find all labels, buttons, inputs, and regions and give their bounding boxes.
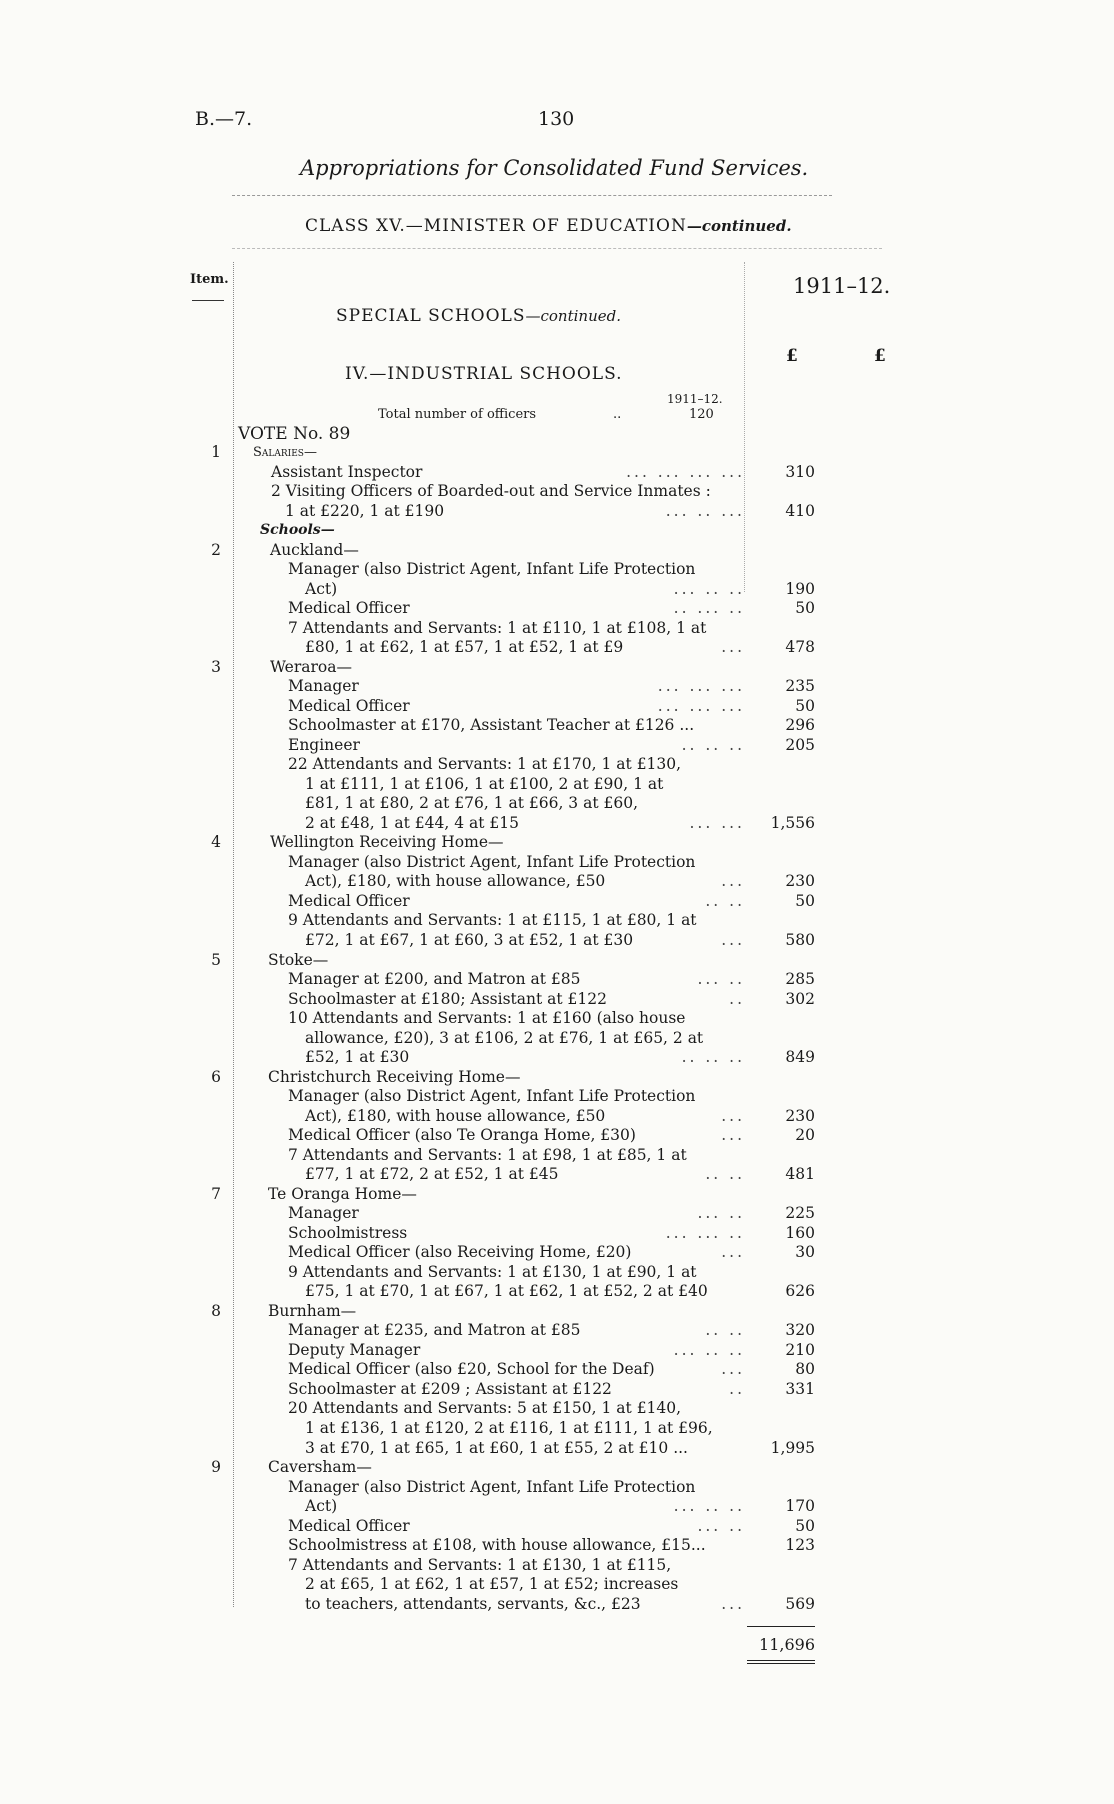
- leader-dots: ..: [729, 1379, 745, 1398]
- row-description: 3 at £70, 1 at £65, 1 at £60, 1 at £55, 2 at £10 ...: [305, 1438, 688, 1457]
- row-description: Auckland—: [270, 540, 359, 559]
- table-row: [0, 931, 1114, 950]
- table-row: [0, 482, 1114, 501]
- row-description: Salaries—: [253, 445, 317, 460]
- row-amount: 1,995: [770, 1438, 815, 1457]
- row-amount: 170: [785, 1497, 815, 1516]
- leader-dots: ... .. ..: [673, 579, 745, 598]
- leader-dots: .. ..: [705, 1321, 745, 1340]
- row-description: Medical Officer: [288, 1516, 410, 1535]
- item-number: 5: [211, 950, 221, 969]
- row-amount: 160: [785, 1223, 815, 1242]
- table-row: [0, 716, 1114, 735]
- table-row: [0, 833, 1114, 852]
- table-row: [0, 1302, 1114, 1321]
- row-description: Schoolmistress: [288, 1223, 408, 1242]
- table-row: [0, 1595, 1114, 1614]
- pound-symbol: £: [786, 346, 798, 366]
- row-description: 7 Attendants and Servants: 1 at £110, 1 at £108, 1 at: [288, 618, 707, 637]
- total-rule: [747, 1626, 815, 1627]
- table-row: [0, 872, 1114, 891]
- leader-dots: ... ..: [697, 1204, 745, 1223]
- row-amount: 230: [785, 1106, 815, 1125]
- table-row: [0, 1341, 1114, 1360]
- table-row: [0, 1126, 1114, 1145]
- row-description: Assistant Inspector: [271, 462, 423, 481]
- row-amount: 123: [785, 1536, 815, 1555]
- row-description: Schoolmaster at £180; Assistant at £122: [288, 989, 607, 1008]
- row-amount: 210: [785, 1340, 815, 1359]
- table-row: [0, 794, 1114, 813]
- row-description: 1 at £136, 1 at £120, 2 at £116, 1 at £111, 1 at £96,: [305, 1419, 713, 1437]
- row-description: Act): [305, 1497, 338, 1516]
- leader-dots: ...: [721, 931, 745, 949]
- table-row: [0, 599, 1114, 618]
- table-row: [0, 1029, 1114, 1048]
- row-description: 2 at £48, 1 at £44, 4 at £15: [305, 813, 520, 832]
- row-description: Manager: [288, 677, 359, 696]
- row-amount: 320: [785, 1321, 815, 1340]
- leader-dots: ... .. ...: [665, 501, 745, 520]
- item-header-underline: [192, 300, 224, 301]
- row-description: £75, 1 at £70, 1 at £67, 1 at £62, 1 at £52, 2 at £40: [305, 1282, 708, 1301]
- table-row: [0, 892, 1114, 911]
- table-row: [0, 755, 1114, 774]
- class-heading: [305, 216, 792, 236]
- item-column-header: Item.: [190, 272, 229, 287]
- section-heading: [336, 306, 621, 326]
- table-row: [0, 911, 1114, 930]
- leader-dots: ...: [721, 1360, 745, 1379]
- leader-dots: ... ... ... ...: [626, 462, 745, 481]
- table-row: [0, 1380, 1114, 1399]
- vote-heading: VOTE No. 89: [238, 424, 351, 444]
- row-description: Te Oranga Home—: [268, 1184, 417, 1203]
- row-description: Act), £180, with house allowance, £50: [305, 872, 606, 891]
- table-row: [0, 1185, 1114, 1204]
- table-row: [0, 1458, 1114, 1477]
- row-amount: 50: [795, 599, 815, 618]
- row-description: Manager at £200, and Matron at £85: [288, 970, 581, 989]
- leader-dots: ... .. ..: [673, 1340, 745, 1359]
- table-row: [0, 1243, 1114, 1262]
- table-row: [0, 1204, 1114, 1223]
- table-row: [0, 1575, 1114, 1594]
- leader-dots: ... .. ..: [673, 1497, 745, 1516]
- section-heading-main: SPECIAL SCHOOLS: [336, 306, 526, 326]
- pound-symbol: £: [874, 346, 886, 366]
- table-row: [0, 736, 1114, 755]
- row-amount: 30: [795, 1243, 815, 1262]
- row-amount: 205: [785, 735, 815, 754]
- leader-dots: .. ..: [705, 891, 745, 910]
- table-row: [0, 951, 1114, 970]
- row-description: 1 at £220, 1 at £190: [285, 501, 445, 520]
- header-divider: [232, 248, 882, 249]
- row-amount: 225: [785, 1204, 815, 1223]
- table-row: [0, 658, 1114, 677]
- leader-dots: .. ... ..: [673, 599, 745, 618]
- table-row: [0, 1536, 1114, 1555]
- row-description: Manager (also District Agent, Infant Life Protection: [288, 1477, 696, 1496]
- table-row: [0, 1360, 1114, 1379]
- row-amount: 849: [785, 1048, 815, 1067]
- section-heading-continued: —continued.: [525, 307, 621, 325]
- page-title: Appropriations for Consolidated Fund Services.: [300, 156, 809, 180]
- row-description: Manager (also District Agent, Infant Life Protection: [288, 560, 696, 579]
- leader-dots: .. ..: [705, 1165, 745, 1184]
- row-description: £72, 1 at £67, 1 at £60, 3 at £52, 1 at £30: [305, 931, 634, 949]
- table-row: [0, 1282, 1114, 1301]
- title-divider: [232, 195, 832, 196]
- table-row: [0, 1497, 1114, 1516]
- table-row: [0, 1146, 1114, 1165]
- table-row: [0, 619, 1114, 638]
- item-number: 9: [211, 1458, 221, 1477]
- row-description: Medical Officer (also Receiving Home, £20): [288, 1243, 632, 1262]
- item-number: 7: [211, 1184, 221, 1203]
- table-row: [0, 1009, 1114, 1028]
- table-row: [0, 443, 1114, 462]
- row-description: 7 Attendants and Servants: 1 at £98, 1 at £85, 1 at: [288, 1145, 687, 1164]
- officers-leader-dots: ..: [613, 407, 622, 422]
- table-row: [0, 1165, 1114, 1184]
- leader-dots: ...: [721, 872, 745, 891]
- table-row: [0, 677, 1114, 696]
- item-number: 2: [211, 540, 221, 559]
- row-description: Act): [305, 579, 338, 598]
- total-double-rule: [747, 1663, 815, 1664]
- item-number: 3: [211, 657, 221, 676]
- table-row: [0, 1517, 1114, 1536]
- item-number: 8: [211, 1301, 221, 1320]
- table-row: [0, 1224, 1114, 1243]
- leader-dots: ... ...: [689, 813, 745, 832]
- table-row: [0, 463, 1114, 482]
- row-description: Manager (also District Agent, Infant Life Protection: [288, 852, 696, 871]
- row-description: 22 Attendants and Servants: 1 at £170, 1 at £130,: [288, 755, 682, 774]
- row-description: Act), £180, with house allowance, £50: [305, 1106, 606, 1125]
- row-description: Schools—: [260, 522, 335, 539]
- page-reference: B.—7.: [195, 108, 253, 130]
- row-description: Manager at £235, and Matron at £85: [288, 1321, 581, 1340]
- row-amount: 580: [785, 931, 815, 949]
- item-number: 1: [211, 443, 221, 461]
- total-double-rule: [747, 1660, 815, 1661]
- row-description: 10 Attendants and Servants: 1 at £160 (also house: [288, 1009, 686, 1028]
- leader-dots: ... ... ..: [665, 1223, 745, 1242]
- row-description: Burnham—: [268, 1301, 357, 1320]
- table-row: [0, 502, 1114, 521]
- table-row: [0, 1068, 1114, 1087]
- row-description: Manager (also District Agent, Infant Life Protection: [288, 1087, 696, 1106]
- row-amount: 481: [785, 1165, 815, 1184]
- row-description: Weraroa—: [270, 657, 352, 676]
- row-amount: 50: [795, 891, 815, 910]
- row-description: Wellington Receiving Home—: [270, 833, 504, 852]
- row-amount: 296: [785, 716, 815, 735]
- row-amount: 235: [785, 677, 815, 696]
- row-description: 7 Attendants and Servants: 1 at £130, 1 at £115,: [288, 1555, 672, 1574]
- leader-dots: ...: [721, 1106, 745, 1125]
- row-amount: 285: [785, 970, 815, 989]
- leader-dots: ..: [729, 989, 745, 1008]
- table-row: [0, 853, 1114, 872]
- row-description: Medical Officer: [288, 696, 410, 715]
- row-description: Engineer: [288, 735, 360, 754]
- row-description: to teachers, attendants, servants, &c., £23: [305, 1594, 641, 1613]
- leader-dots: ...: [721, 638, 745, 657]
- row-description: 20 Attendants and Servants: 5 at £150, 1 at £140,: [288, 1399, 682, 1418]
- row-amount: 626: [785, 1282, 815, 1301]
- leader-dots: ... ..: [697, 1516, 745, 1535]
- class-heading-main: CLASS XV.—MINISTER OF EDUCATION: [305, 216, 687, 236]
- table-row: [0, 970, 1114, 989]
- table-row: [0, 697, 1114, 716]
- subsection-heading: IV.—INDUSTRIAL SCHOOLS.: [345, 364, 623, 384]
- row-amount: 478: [785, 638, 815, 657]
- table-row: [0, 521, 1114, 540]
- item-number: 6: [211, 1067, 221, 1086]
- table-row: [0, 814, 1114, 833]
- item-number: 4: [211, 833, 221, 852]
- table-row: [0, 1048, 1114, 1067]
- leader-dots: ...: [721, 1126, 745, 1145]
- officers-count: 120: [689, 407, 714, 422]
- row-amount: 331: [785, 1379, 815, 1398]
- officers-year: 1911–12.: [667, 392, 723, 406]
- table-row: [0, 1478, 1114, 1497]
- row-description: £81, 1 at £80, 2 at £76, 1 at £66, 3 at £60,: [305, 794, 639, 813]
- leader-dots: ...: [721, 1594, 745, 1613]
- row-amount: 310: [785, 462, 815, 481]
- row-amount: 569: [785, 1594, 815, 1613]
- grand-total: 11,696: [759, 1635, 815, 1654]
- row-amount: 302: [785, 989, 815, 1008]
- row-description: £80, 1 at £62, 1 at £57, 1 at £52, 1 at £9: [305, 638, 624, 657]
- row-description: 9 Attendants and Servants: 1 at £130, 1 at £90, 1 at: [288, 1262, 697, 1281]
- table-row: [0, 1107, 1114, 1126]
- row-description: Medical Officer: [288, 599, 410, 618]
- leader-dots: ... ... ...: [657, 696, 745, 715]
- row-description: £52, 1 at £30: [305, 1048, 410, 1067]
- table-row: [0, 775, 1114, 794]
- class-heading-continued: —continued.: [686, 217, 792, 235]
- leader-dots: ... ..: [697, 970, 745, 989]
- leader-dots: .. .. ..: [681, 735, 745, 754]
- row-amount: 50: [795, 1516, 815, 1535]
- row-amount: 1,556: [770, 813, 815, 832]
- row-description: Medical Officer (also Te Oranga Home, £30): [288, 1126, 636, 1145]
- table-row: [0, 541, 1114, 560]
- row-amount: 20: [795, 1126, 815, 1145]
- row-amount: 50: [795, 696, 815, 715]
- table-row: [0, 560, 1114, 579]
- row-amount: 190: [785, 579, 815, 598]
- row-description: Stoke—: [268, 950, 329, 969]
- table-row: [0, 580, 1114, 599]
- row-description: Schoolmaster at £170, Assistant Teacher at £126 ...: [288, 716, 695, 735]
- table-row: [0, 1419, 1114, 1438]
- table-row: [0, 1439, 1114, 1458]
- row-description: Deputy Manager: [288, 1340, 421, 1359]
- row-description: 2 at £65, 1 at £62, 1 at £57, 1 at £52; increases: [305, 1575, 679, 1594]
- row-amount: 230: [785, 872, 815, 891]
- row-description: 9 Attendants and Servants: 1 at £115, 1 at £80, 1 at: [288, 911, 697, 930]
- row-description: Manager: [288, 1204, 359, 1223]
- row-description: Schoolmaster at £209 ; Assistant at £122: [288, 1379, 612, 1398]
- row-amount: 410: [785, 501, 815, 520]
- table-row: [0, 990, 1114, 1009]
- leader-dots: ...: [721, 1243, 745, 1262]
- leader-dots: .. .. ..: [681, 1048, 745, 1067]
- table-row: [0, 1399, 1114, 1418]
- row-description: £77, 1 at £72, 2 at £52, 1 at £45: [305, 1165, 559, 1184]
- row-description: Christchurch Receiving Home—: [268, 1067, 521, 1086]
- page-number: 130: [538, 108, 575, 130]
- table-row: [0, 1087, 1114, 1106]
- row-description: 1 at £111, 1 at £106, 1 at £100, 2 at £90, 1 at: [305, 774, 664, 793]
- row-description: Medical Officer (also £20, School for the Deaf): [288, 1360, 655, 1379]
- row-description: allowance, £20), 3 at £106, 2 at £76, 1 at £65, 2 at: [305, 1028, 704, 1047]
- row-amount: 80: [795, 1360, 815, 1379]
- table-row: [0, 1321, 1114, 1340]
- officers-label: Total number of officers: [378, 407, 537, 422]
- row-description: 2 Visiting Officers of Boarded-out and Service Inmates :: [271, 482, 711, 501]
- year-column-header: 1911–12.: [793, 274, 891, 298]
- table-row: [0, 638, 1114, 657]
- row-description: Schoolmistress at £108, with house allowance, £15...: [288, 1536, 706, 1555]
- table-row: [0, 1263, 1114, 1282]
- row-description: Medical Officer: [288, 891, 410, 910]
- table-row: [0, 1556, 1114, 1575]
- row-description: Caversham—: [268, 1458, 372, 1477]
- leader-dots: ... ... ...: [657, 677, 745, 696]
